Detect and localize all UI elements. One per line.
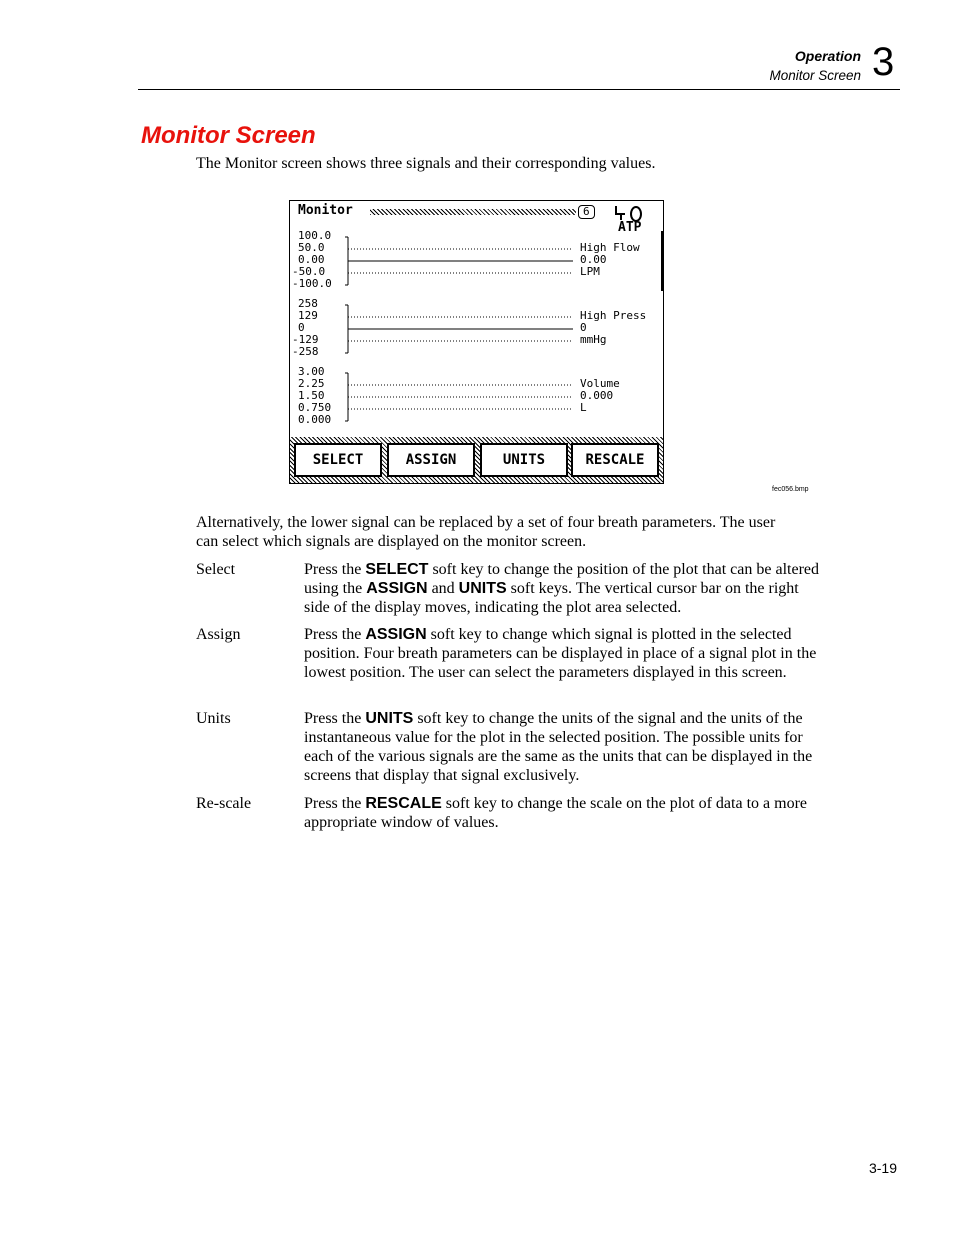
screen-title: Monitor <box>298 203 353 218</box>
tick-label: 1.50 <box>298 389 325 402</box>
figure-caption: fec056.bmp <box>772 486 809 493</box>
signal-value: 0.000 <box>580 389 614 402</box>
signal-name: Volume <box>580 377 620 390</box>
tick-label: 0.000 <box>298 413 332 426</box>
running-header <box>769 47 861 85</box>
tick-label: 3.00 <box>298 365 325 378</box>
tick-label: 129 <box>298 309 318 322</box>
tick-label: 0.00 <box>298 253 325 266</box>
header-subsection: Monitor Screen <box>769 68 861 83</box>
def-term-select: Select <box>196 561 236 578</box>
tick-label: 100.0 <box>298 229 332 242</box>
tick-label: -100.0 <box>292 277 332 290</box>
softkey-rescale[interactable]: RESCALE <box>571 443 659 477</box>
def-term-rescale: Re-scale <box>196 795 252 812</box>
plot-axes <box>290 201 663 437</box>
def-desc-assign: Press the ASSIGN soft key to change which signal is plotted in the selected position. Four breath parameters can be displayed in place of a signal plot in the lowest position. The user can select the parameters displayed in this screen. <box>304 626 817 681</box>
tick-label: 0 <box>298 321 305 334</box>
tick-label: 0.750 <box>298 401 332 414</box>
tick-label: -258 <box>292 345 319 358</box>
def-desc-select: Press the SELECT soft key to change the position of the plot that can be altered using the ASSIGN and UNITS soft keys. The vertical cursor bar on the right side of the display moves, indicating the plot area selected. <box>304 561 819 616</box>
softkey-units[interactable]: UNITS <box>480 443 568 477</box>
page-number: 3-19 <box>868 1160 897 1176</box>
tick-label: 2.25 <box>298 377 325 390</box>
signal-name: High Flow <box>580 241 640 254</box>
chapter-number: 3 <box>872 40 895 84</box>
softkey-assign[interactable]: ASSIGN <box>387 443 475 477</box>
signal-unit: L <box>580 401 587 414</box>
tick-label: -50.0 <box>292 265 326 278</box>
def-desc-units: Press the UNITS soft key to change the units of the signal and the units of the instantaneous value for the plot in the selected position. The possible units for each of the various signals are the same as the units that can be displayed in the screens that display that signal exclusively. <box>304 710 813 784</box>
signal-unit: mmHg <box>580 333 607 346</box>
tick-label: -129 <box>292 333 319 346</box>
channel-badge: 6 <box>578 205 595 219</box>
def-term-units: Units <box>196 710 231 727</box>
intro-paragraph: The Monitor screen shows three signals and their corresponding values. <box>196 155 656 172</box>
softkey-select[interactable]: SELECT <box>294 443 382 477</box>
signal-value: 0 <box>580 321 587 334</box>
section-title: Monitor Screen <box>141 122 316 149</box>
signal-name: High Press <box>580 309 647 322</box>
mode-label: ATP <box>618 220 642 235</box>
body-paragraph: Alternatively, the lower signal can be replaced by a set of four breath parameters. The user can select which signals are displayed on the monitor screen. <box>196 514 776 550</box>
header-rule <box>138 89 900 90</box>
monitor-screen-figure <box>289 200 664 484</box>
header-section: Operation <box>794 48 861 64</box>
tick-label: 50.0 <box>298 241 325 254</box>
signal-unit: LPM <box>580 265 600 278</box>
signal-value: 0.00 <box>580 253 607 266</box>
def-desc-rescale: Press the RESCALE soft key to change the scale on the plot of data to a more appropriate window of values. <box>304 795 807 831</box>
tick-label: 258 <box>298 297 318 310</box>
def-term-assign: Assign <box>196 626 241 643</box>
